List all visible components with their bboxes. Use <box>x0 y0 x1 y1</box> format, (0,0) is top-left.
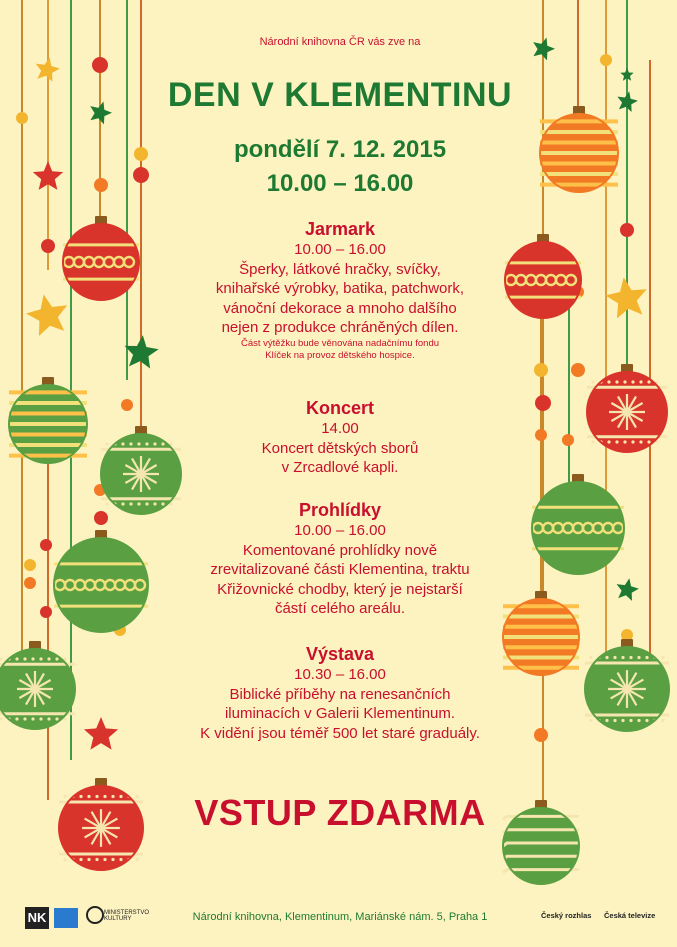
bead <box>40 606 52 618</box>
bead <box>92 57 108 73</box>
bead <box>535 395 551 411</box>
section-time: 10.30 – 16.00 <box>294 666 386 683</box>
bead <box>535 429 547 441</box>
section-time: 10.00 – 16.00 <box>294 241 386 258</box>
section-note-line: Klíček na provoz dětského hospice. <box>265 349 415 361</box>
free-entry-banner: VSTUP ZDARMA <box>194 792 486 833</box>
section-text-line: v Zrcadlové kapli. <box>281 459 399 476</box>
ornament-icon <box>54 530 148 632</box>
section-text-line: knihařské výrobky, batika, patchwork, <box>215 280 465 297</box>
bead <box>94 511 108 525</box>
section-time: 14.00 <box>321 420 359 437</box>
section-koncert <box>150 397 530 478</box>
section-text-line: částí celého areálu. <box>274 600 406 617</box>
section-jarmark <box>150 218 530 362</box>
section-text-line: Komentované prohlídky nově <box>242 541 438 559</box>
section-text-line: zrevitalizované části Klementina, traktu <box>210 561 470 578</box>
bead <box>134 147 148 161</box>
ministry-logo-icon <box>86 906 104 924</box>
bead <box>620 223 634 237</box>
star-icon <box>533 38 555 61</box>
radio-logo-text: Český rozhlas <box>541 911 592 920</box>
page-title: DEN V KLEMENTINU <box>167 76 513 114</box>
bead <box>534 728 548 742</box>
section-text-line: K vidění jsou téměř 500 let staré graduály. <box>200 724 480 742</box>
bead <box>571 363 585 377</box>
section-text-line: nejen z produkce chráněných dílen. <box>221 319 459 336</box>
section-title: Koncert <box>305 398 374 418</box>
inviter-line: Národní knihovna ČR vás zve na <box>259 36 421 48</box>
section-text-line: Koncert dětských sborů <box>261 439 419 457</box>
tv-logo <box>604 911 655 920</box>
ornament-icon <box>0 641 75 729</box>
bead <box>121 399 133 411</box>
bead <box>24 577 36 589</box>
bead <box>534 363 548 377</box>
section-text-line: vánoční dekorace a mnoho dalšího <box>223 299 457 317</box>
partner-logo <box>54 908 78 928</box>
section-note-line: Část výtěžku bude věnována nadačnímu fondu <box>240 337 440 349</box>
bead <box>16 112 28 124</box>
ornament-icon <box>585 639 669 731</box>
section-vystava <box>150 643 530 743</box>
section-time: 10.00 – 16.00 <box>294 522 386 539</box>
bead <box>94 178 108 192</box>
star-icon <box>90 102 112 125</box>
radio-logo <box>541 911 591 920</box>
ministry-logo-text: MINISTERSTVO KULTURY <box>104 910 150 922</box>
section-title: Prohlídky <box>298 500 382 520</box>
ornament-icon <box>532 474 624 574</box>
section-title: Jarmark <box>304 219 376 239</box>
bead <box>133 167 149 183</box>
star-icon <box>84 717 118 750</box>
bead <box>562 434 574 446</box>
ornament-icon <box>9 377 87 463</box>
star-icon <box>617 578 639 601</box>
event-time: 10.00 – 16.00 <box>266 170 414 197</box>
bead <box>41 239 55 253</box>
section-prohlidky <box>150 499 530 619</box>
footer-address: Národní knihovna, Klementinum, Mariánské nám. 5, Praha 1 <box>192 911 488 923</box>
ornament-icon <box>59 778 143 870</box>
event-date: pondělí 7. 12. 2015 <box>233 136 447 163</box>
section-text-line: iluminacích v Galerii Klementinum. <box>224 705 456 722</box>
section-text-line: Biblické příběhy na renesančních <box>229 685 451 703</box>
star-icon <box>26 294 67 336</box>
bead <box>40 539 52 551</box>
section-title: Výstava <box>305 644 375 664</box>
bead <box>600 54 612 66</box>
bead <box>24 559 36 571</box>
ornament-icon <box>587 364 667 452</box>
section-text-line: Šperky, látkové hračky, svíčky, <box>239 260 441 278</box>
tv-logo-text: Česká televize <box>604 911 656 920</box>
section-text-line: Křižovnické chodby, který je nejstarší <box>217 580 463 598</box>
nk-logo: NK <box>25 907 49 929</box>
